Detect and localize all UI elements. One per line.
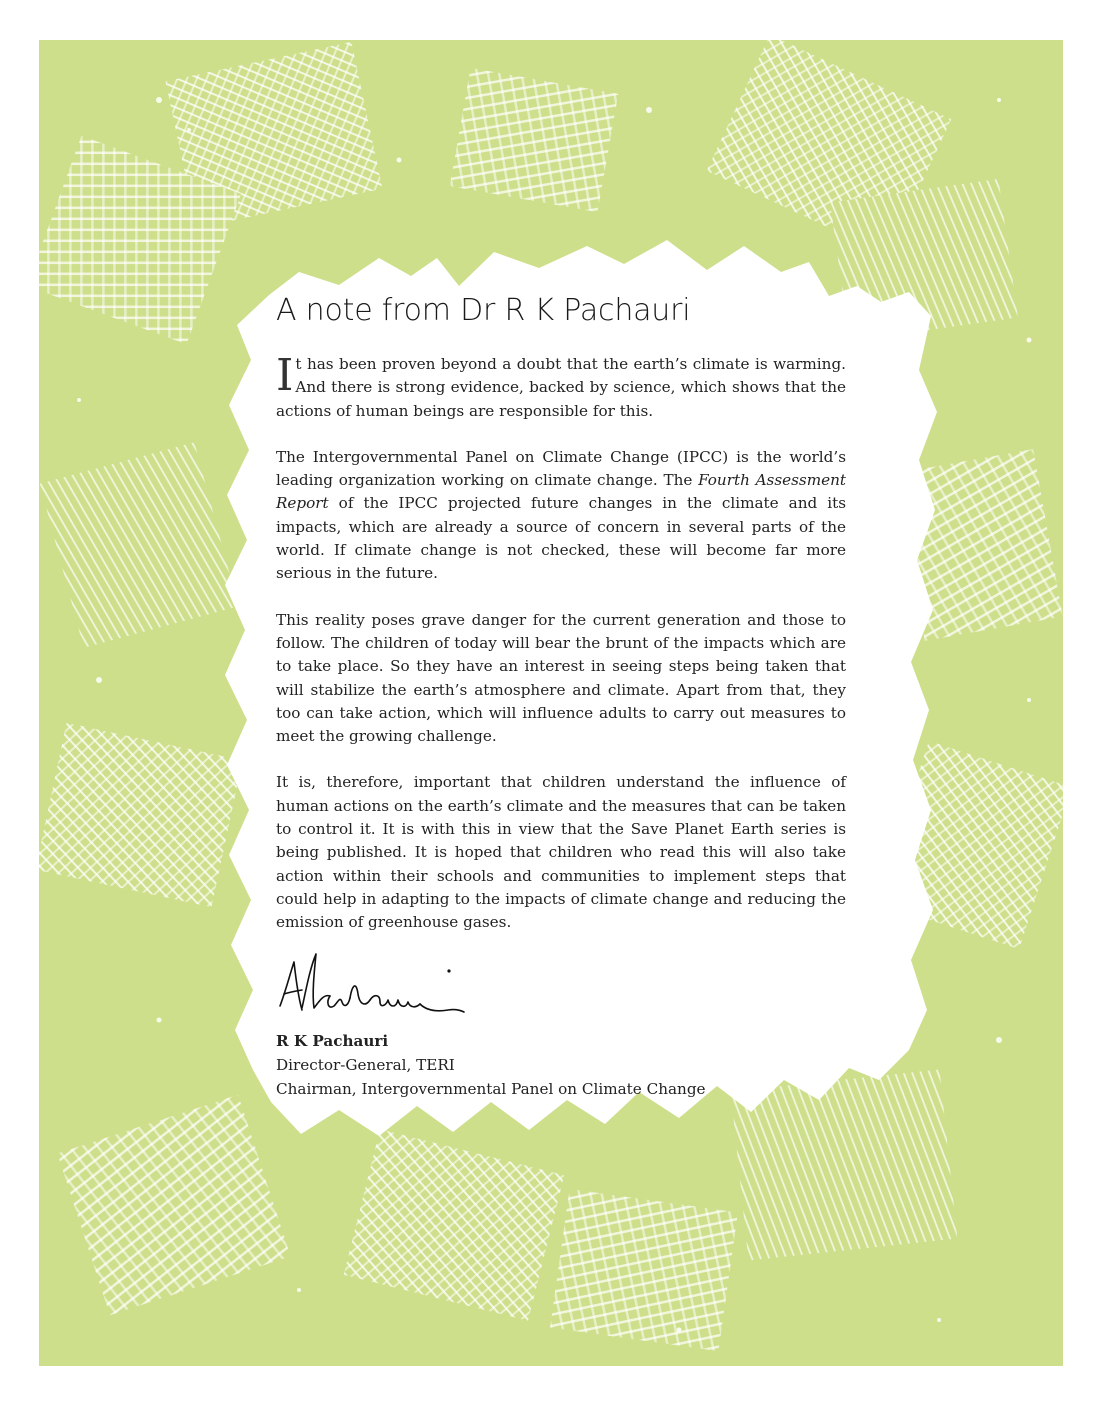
signatory-name: R K Pachauri — [276, 1032, 389, 1050]
paragraph-4: It is, therefore, important that children understand the influence of human actions on the earth’s climate and the measures that can be taken to control it. It is with this in view that the Save Planet Earth series is being published. It is hoped that children who read this will also take action within their schools and communities to implement steps that could help in adapting to the impacts of climate change and reducing the emission of greenhouse gases. — [276, 773, 846, 932]
letter-body — [276, 350, 846, 958]
signatory-title-2: Chairman, Intergovernmental Panel on Climate Change — [276, 1080, 706, 1098]
signature-block — [276, 1029, 876, 1101]
paragraph-3: This reality poses grave danger for the current generation and those to follow. The children of today will bear the brunt of the impacts which are to take place. So they have an interest in seeing steps being taken that will stabilize the earth’s atmosphere and climate. Apart from that, they too can take action, which will influence adults to carry out measures to meet the growing challenge. — [276, 610, 846, 746]
handwritten-signature — [276, 950, 466, 1026]
report-title: Fourth Assessment Report — [276, 471, 846, 513]
page-title: A note from Dr R K Pachauri — [276, 293, 691, 328]
paragraph-1 — [276, 350, 846, 423]
paragraph-2-text-b: of the IPCC projected future changes in the climate and its impacts, which are already a source of concern in several parts of the world. If climate change is not checked, these will become far more serious in the future. — [276, 494, 846, 583]
paragraph-2 — [276, 446, 846, 586]
paragraph-1-text: t has been proven beyond a doubt that the earth’s climate is warming. And there is strong evidence, backed by science, which shows that the actions of human beings are responsible for this. — [276, 355, 846, 420]
signatory-title-1: Director-General, TERI — [276, 1056, 455, 1074]
drop-cap: I — [276, 350, 294, 401]
paragraph-2-text-a: The Intergovernmental Panel on Climate Change (IPCC) is the world’s leading organization working on climate change. The — [276, 447, 846, 490]
